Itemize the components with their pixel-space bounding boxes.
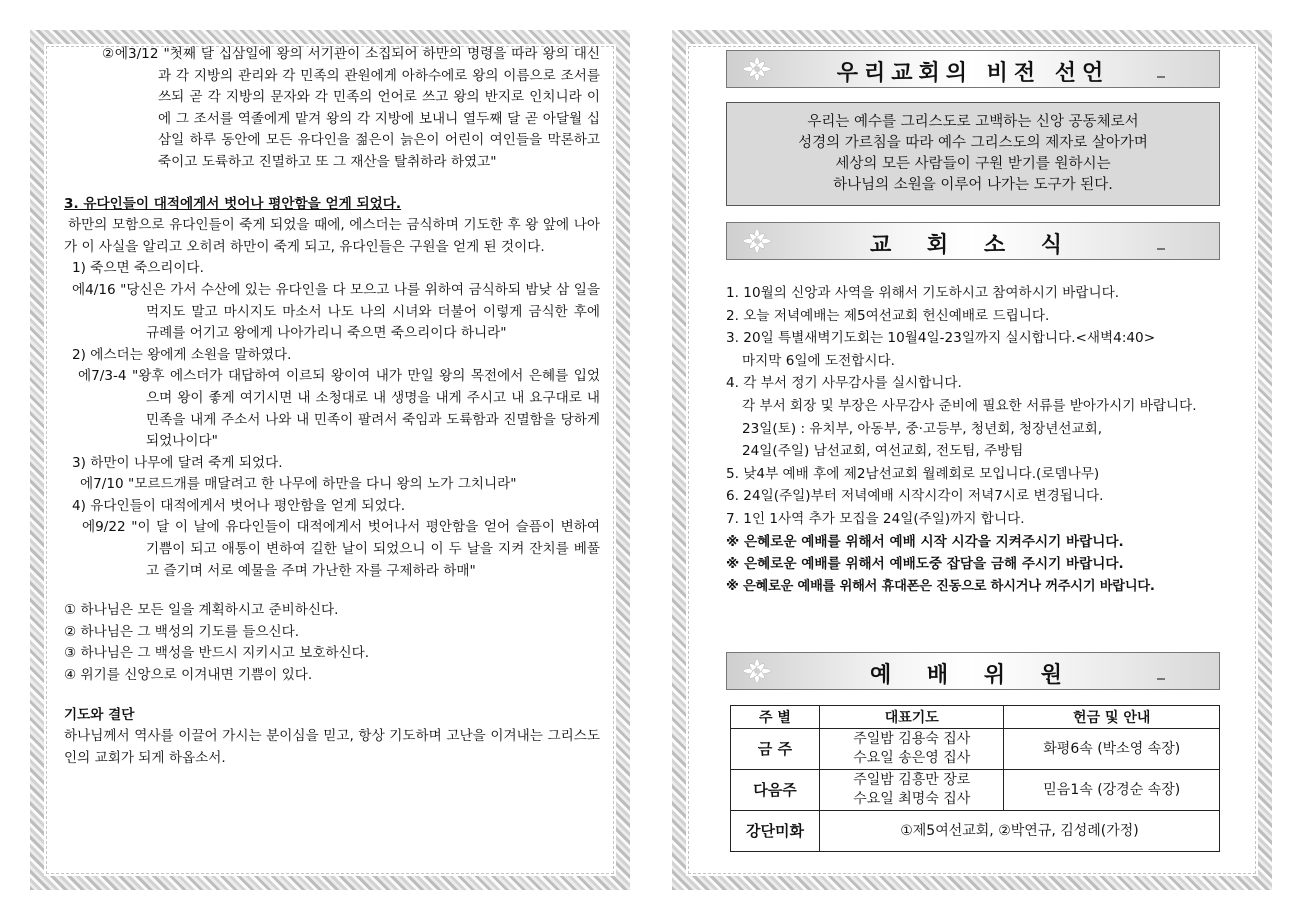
vision-line: 우리는 예수를 그리스도로 고백하는 신앙 공동체로서 bbox=[807, 114, 1139, 130]
news-item: 2. 오늘 저녁예배는 제5여선교회 헌신예배로 드립니다. bbox=[726, 307, 1050, 324]
prayer-cell: 주일밤 김용숙 집사 수요일 송은영 집사 bbox=[820, 729, 1004, 770]
point-4: 4) 유다인들이 대적에게서 벗어나 평안함을 얻게 되었다. bbox=[72, 497, 406, 514]
news-item: 7. 1인 1사역 추가 모집을 24일(주일)까지 합니다. bbox=[726, 510, 1025, 527]
news-item: 6. 24일(주일)부터 저녁예배 시작시각이 저녁7시로 변경됩니다. bbox=[726, 488, 1104, 505]
table-header: 대표기도 bbox=[820, 706, 1004, 729]
table-row bbox=[731, 770, 1220, 811]
verse-7-3-4: 에7/3-4 "왕후 에스더가 대답하여 이르되 왕이여 내가 만일 왕의 목전에서 은혜를 입었으며 왕이 좋게 여기시면 내 소청대로 내 생명을 내게 주시고 내 요구대로 내 민족을 내게 주소서 나와 내 민족이 팔려서 죽임과 도륙함과 진멸함을 당하게 되었나이다" bbox=[78, 368, 600, 450]
worship-roles-table bbox=[730, 705, 1220, 852]
point-1: 1) 죽으면 죽으리이다. bbox=[72, 260, 204, 277]
summary-1: ① 하나님은 모든 일을 계획하시고 준비하신다. bbox=[64, 602, 339, 619]
offering-cell: 화평6속 (박소영 속장) bbox=[1004, 729, 1220, 770]
right-page bbox=[672, 30, 1272, 890]
news-item: 23일(토) : 유치부, 아동부, 중·고등부, 청년회, 청장년선교회, bbox=[742, 420, 1103, 437]
table-row bbox=[731, 729, 1220, 770]
offering-cell: 믿음1속 (강경순 속장) bbox=[1004, 770, 1220, 811]
verse-7-10: 에7/10 "모르드개를 매달려고 한 나무에 하만을 다니 왕의 노가 그치니라" bbox=[80, 476, 517, 493]
row-label: 다음주 bbox=[731, 770, 820, 811]
vision-banner bbox=[726, 50, 1220, 88]
section-3-intro: 하만의 모함으로 유다인들이 죽게 되었을 때에, 에스더는 금식하며 기도한 후 왕 앞에 나아가 이 사실을 알리고 오히려 하만이 죽게 되고, 유다인들은 구원을 얻게 된 것이다. bbox=[64, 217, 600, 255]
verse-9-22: 에9/22 "이 달 이 날에 유다인들이 대적에게서 벗어나서 평안함을 얻어 슬픔이 변하여 기쁨이 되고 애통이 변하여 길한 날이 되었으니 이 두 날을 지켜 잔치를 베풀고 즐기며 서로 예물을 주며 가난한 자를 구제하라 하매" bbox=[82, 519, 600, 579]
verse-4-16: 에4/16 "당신은 가서 수산에 있는 유다인을 다 모으고 나를 위하여 금식하되 밤낮 삼 일을 먹지도 말고 마시지도 마소서 나도 나의 시녀와 더불어 이렇게 금식한 후에 규례를 어기고 왕에게 나아가리니 죽으면 죽으리이다 하니라" bbox=[72, 281, 600, 342]
vision-statement bbox=[726, 102, 1220, 206]
notice-item: ※ 은혜로운 예배를 위해서 휴대폰은 진동으로 하시거나 꺼주시기 바랍니다. bbox=[726, 578, 1155, 594]
prayer-title: 기도와 결단 bbox=[64, 706, 135, 723]
table-header: 주 별 bbox=[731, 706, 820, 729]
summary-4: ④ 위기를 신앙으로 이겨내면 기쁨이 있다. bbox=[64, 667, 313, 684]
summary-3: ③ 하나님은 그 백성을 반드시 지키시고 보호하신다. bbox=[64, 645, 370, 662]
news-item: 1. 10월의 신앙과 사역을 위해서 기도하시고 참여하시기 바랍니다. bbox=[726, 285, 1120, 301]
news-item: 각 부서 회장 및 부장은 사무감사 준비에 필요한 서류를 받아가시기 바랍니다. bbox=[742, 397, 1197, 414]
left-page bbox=[30, 30, 630, 890]
news-banner bbox=[726, 222, 1220, 260]
vision-title: 우리교회의 비전 선언 bbox=[836, 61, 1110, 86]
news-item: 24일(주일) 남선교회, 여선교회, 전도팀, 주방팀 bbox=[742, 443, 1024, 460]
sermon-notes bbox=[64, 44, 600, 769]
prayer-text: 하나님께서 역사를 이끌어 가시는 분이심을 믿고, 항상 기도하며 고난을 이겨내는 그리스도인의 교회가 되게 하옵소서. bbox=[64, 728, 600, 766]
summary-2: ② 하나님은 그 백성의 기도를 들으신다. bbox=[64, 623, 300, 640]
table-row bbox=[731, 811, 1220, 852]
flowers-cell: ①제5여선교회, ②박연규, 김성례(가정) bbox=[820, 811, 1220, 852]
news-title: 교 회 소 식 bbox=[870, 233, 1076, 258]
roles-title: 예 배 위 원 bbox=[870, 663, 1076, 688]
point-3: 3) 하만이 나무에 달려 죽게 되었다. bbox=[72, 454, 283, 471]
vision-line: 세상의 모든 사람들이 구원 받기를 원하시는 bbox=[835, 156, 1111, 172]
notice-item: ※ 은혜로운 예배를 위해서 예배도중 잡담을 금해 주시기 바랍니다. bbox=[726, 556, 1124, 573]
row-label: 강단미화 bbox=[731, 811, 820, 852]
notice-item: ※ 은혜로운 예배를 위해서 예배 시작 시각을 지켜주시기 바랍니다. bbox=[726, 533, 1124, 550]
news-item: 5. 낮4부 예배 후에 제2남선교회 월례회로 모입니다.(로뎀나무) bbox=[726, 465, 1100, 482]
vision-line: 하나님의 소원을 이루어 나가는 도구가 된다. bbox=[833, 177, 1113, 193]
news-item: 마지막 6일에 도전합시다. bbox=[742, 352, 895, 369]
esther-3-12-verse: ②에3/12 "첫째 달 십삼일에 왕의 서기관이 소집되어 하만의 명령을 따라 왕의 대신과 각 지방의 관리와 각 민족의 관원에게 아하수에로 왕의 이름으로 조서를 쓰되 곧 각 지방의 문자와 각 민족의 언어로 쓰고 왕의 반지로 인치니라 이에 그 조서를 역졸에게 맡겨 왕의 각 지방에 보내니 열두째 달 곧 아달월 십삼일 하루 동안에 모든 유다인을 젊은이 늙은이 어린이 여인들을 막론하고 죽이고 도륙하고 진멸하고 또 그 재산을 탈취하라 하였고" bbox=[102, 46, 600, 170]
table-header-row bbox=[731, 706, 1220, 729]
point-2: 2) 에스더는 왕에게 소원을 말하였다. bbox=[72, 346, 292, 363]
news-item: 4. 각 부서 정기 사무감사를 실시합니다. bbox=[726, 375, 962, 392]
vision-line: 성경의 가르침을 따라 예수 그리스도의 제자로 살아가며 bbox=[798, 135, 1148, 151]
news-item: 3. 20일 특별새벽기도회는 10월4일-23일까지 실시합니다.<새벽4:40> bbox=[726, 330, 1156, 347]
section-3-title: 3. 유다인들이 대적에게서 벗어나 평안함을 얻게 되었다. bbox=[64, 195, 402, 212]
church-news bbox=[726, 282, 1226, 598]
prayer-cell: 주일밤 김흥만 장로 수요일 최명숙 집사 bbox=[820, 770, 1004, 811]
row-label: 금 주 bbox=[731, 729, 820, 770]
roles-banner bbox=[726, 652, 1220, 690]
table-header: 헌금 및 안내 bbox=[1004, 706, 1220, 729]
